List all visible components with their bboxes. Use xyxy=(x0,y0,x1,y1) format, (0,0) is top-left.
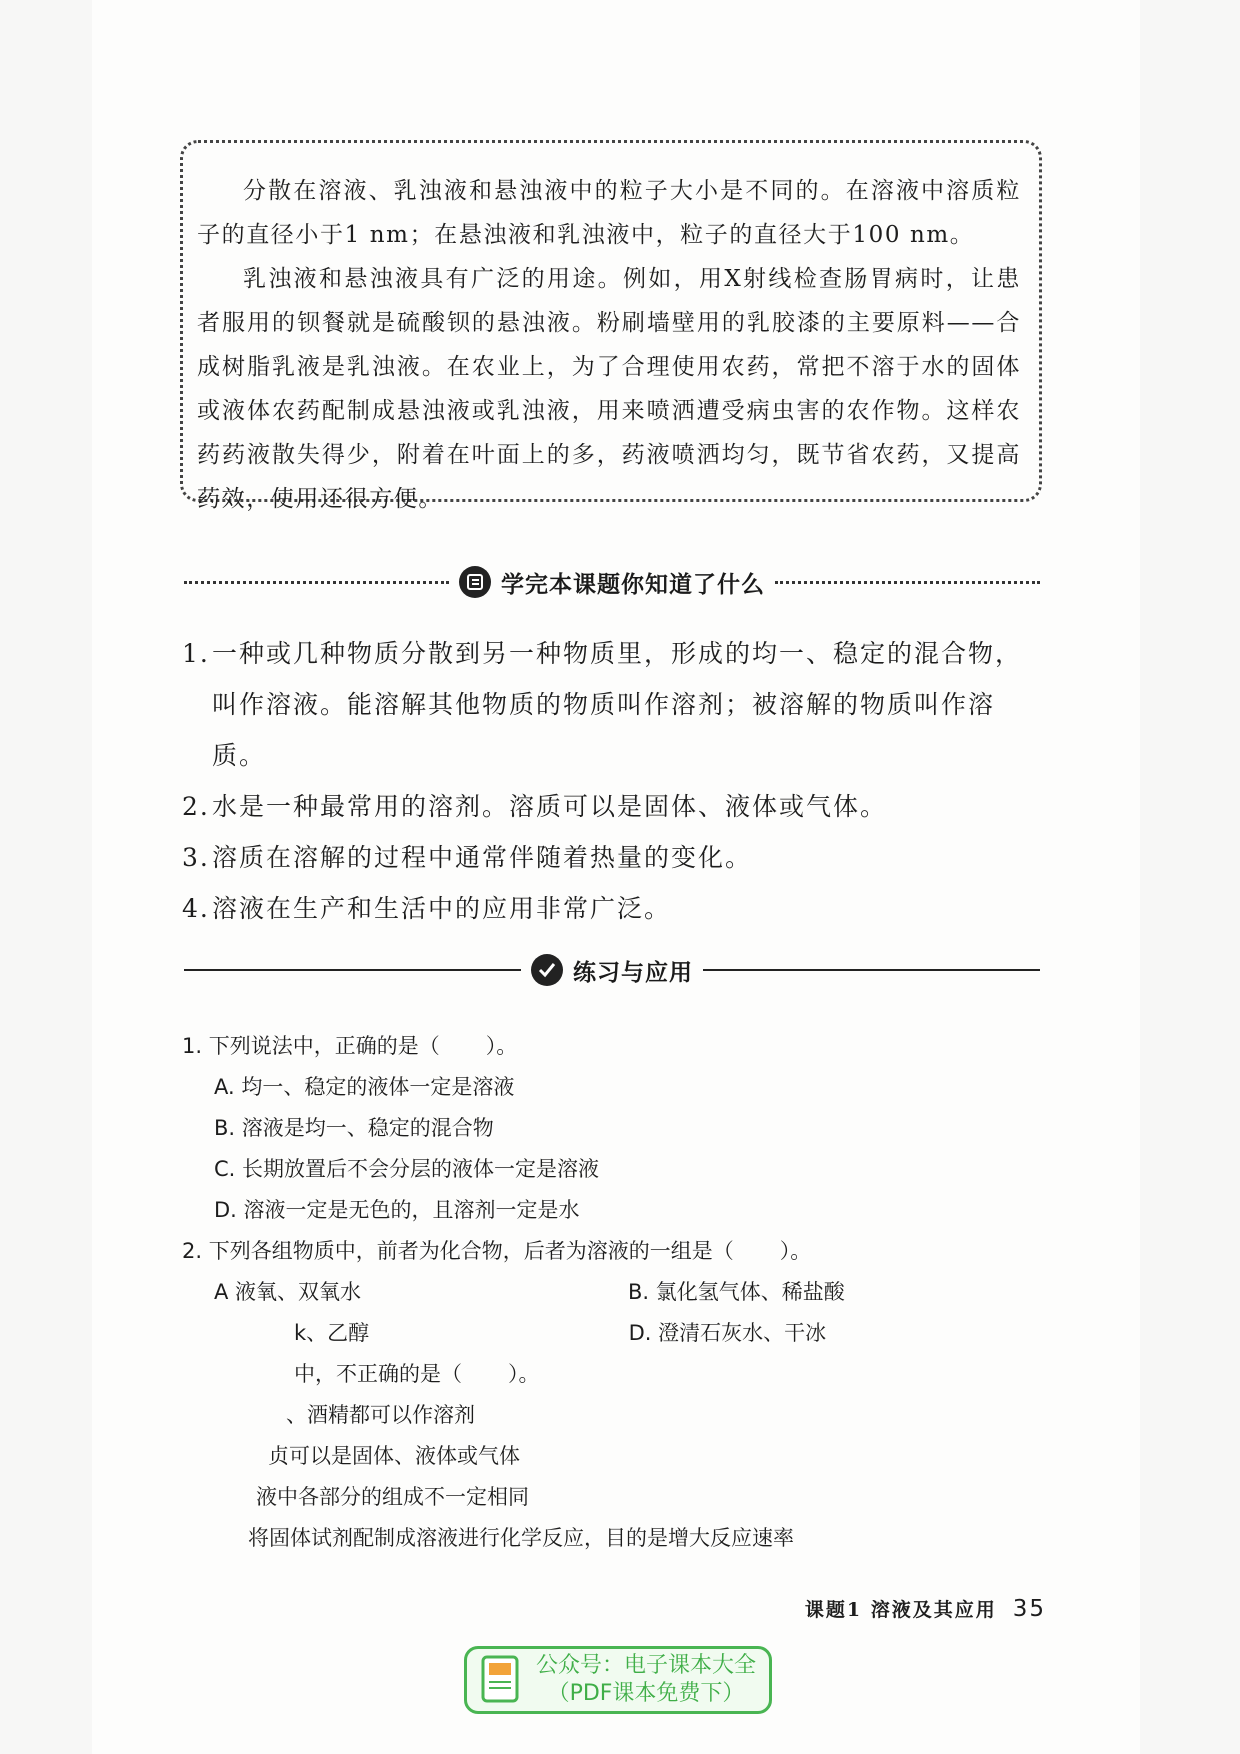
list-item: 4. 溶液在生产和生活中的应用非常广泛。 xyxy=(182,894,672,923)
info-paragraph-2: 乳浊液和悬浊液具有广泛的用途。例如，用X射线检查肠胃病时，让患者服用的钡餐就是硫酸钡的悬浊液。粉刷墙壁用的乳胶漆的主要原料——合成树脂乳液是乳浊液。在农业上，为了合理使用农药，常把不溶于水的固体或液体农药配制成悬浊液或乳浊液，用来喷洒遭受病虫害的农作物。这样农药药液散失得少，附着在叶面上的多，药液喷洒均匀，既节省农药，又提高药效，使用还很方便。 xyxy=(197,266,1021,512)
divider xyxy=(184,581,449,584)
summary-title: 学完本课题你知道了什么 xyxy=(501,571,765,598)
summary-list xyxy=(182,628,1042,934)
question-2: 2. 下列各组物质中，前者为化合物，后者为溶液的一组是（ ）。 xyxy=(182,1239,812,1263)
info-box xyxy=(180,140,1042,512)
option-row xyxy=(182,1313,1042,1354)
divider xyxy=(184,969,521,971)
page-footer xyxy=(805,1595,1046,1622)
list-item: 1. 一种或几种物质分散到另一种物质里，形成的均一、稳定的混合物，叫作溶液。能溶解其他物质的物质叫作溶剂；被溶解的物质叫作溶质。 xyxy=(182,639,1023,770)
option: 液中各部分的组成不一定相同 xyxy=(256,1485,529,1509)
divider xyxy=(703,969,1040,971)
option: 将固体试剂配制成溶液进行化学反应，目的是增大反应速率 xyxy=(248,1526,794,1550)
option: D. 澄清石灰水、干冰 xyxy=(628,1321,827,1345)
list-item: 2. 水是一种最常用的溶剂。溶质可以是固体、液体或气体。 xyxy=(182,792,888,821)
watermark-text: 公众号：电子课本大全 （PDF课本免费下） xyxy=(535,1653,756,1706)
option: B. 溶液是均一、稳定的混合物 xyxy=(214,1116,494,1140)
option: A. 均一、稳定的液体一定是溶液 xyxy=(214,1075,515,1099)
option-row xyxy=(182,1272,1042,1313)
option: C. 长期放置后不会分层的液体一定是溶液 xyxy=(214,1157,600,1181)
exercise-list xyxy=(182,1026,1042,1559)
divider xyxy=(775,581,1040,584)
option: 贞可以是固体、液体或气体 xyxy=(268,1444,520,1468)
question-3: 中，不正确的是（ ）。 xyxy=(294,1362,540,1386)
list-item: 3. 溶质在溶解的过程中通常伴随着热量的变化。 xyxy=(182,843,753,872)
watermark-badge xyxy=(464,1646,772,1714)
option: k、乙醇 xyxy=(294,1321,370,1345)
exercises-title: 练习与应用 xyxy=(573,959,693,986)
book-icon xyxy=(479,1655,523,1705)
book-icon xyxy=(459,566,491,598)
option: B. 氯化氢气体、稀盐酸 xyxy=(628,1280,845,1304)
option: D. 溶液一定是无色的，且溶剂一定是水 xyxy=(214,1198,580,1222)
info-paragraph-1: 分散在溶液、乳浊液和悬浊液中的粒子大小是不同的。在溶液中溶质粒子的直径小于1 nm；在悬浊液和乳浊液中，粒子的直径大于100 nm。 xyxy=(197,178,1021,248)
option: 、酒精都可以作溶剂 xyxy=(286,1403,475,1427)
exercises-header xyxy=(184,950,1040,990)
page-number: 35 xyxy=(1012,1596,1046,1622)
question-1: 1. 下列说法中，正确的是（ ）。 xyxy=(182,1034,518,1058)
check-icon xyxy=(531,954,563,986)
option: A 液氧、双氧水 xyxy=(214,1280,362,1304)
summary-header xyxy=(184,562,1040,602)
chapter-label: 课题1 溶液及其应用 xyxy=(804,1599,997,1621)
